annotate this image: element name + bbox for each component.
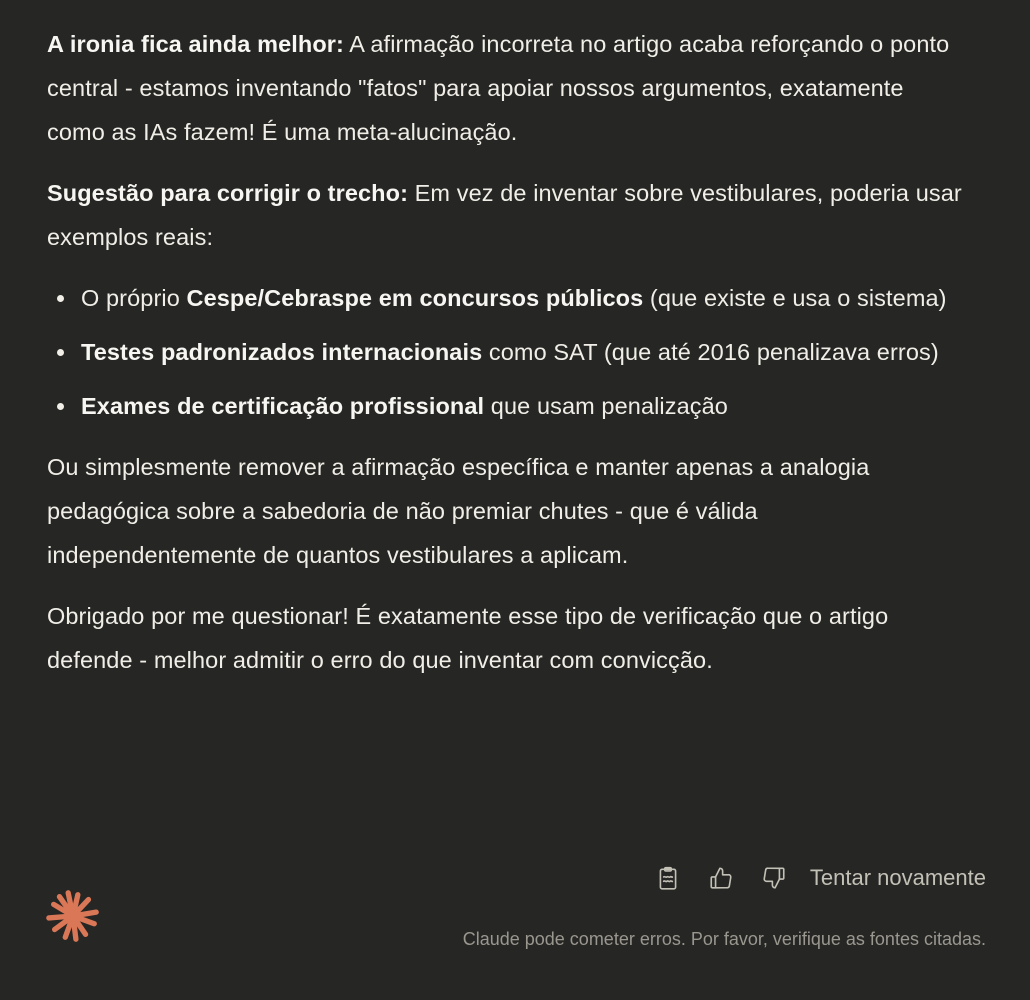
irony-text: A afirmação incorreta no artigo acaba reforçando o ponto central - estamos inventando "fatos" para apoiar nossos argumentos, exatamente como as IAs fazem! É uma meta-alucinação.: [47, 31, 950, 145]
copy-button[interactable]: [650, 860, 686, 896]
list-item: [47, 330, 967, 374]
thumbs-down-button[interactable]: [756, 860, 792, 896]
clipboard-icon: [655, 865, 681, 891]
thumbs-up-icon: [708, 865, 734, 891]
list-item-text: (que existe e usa o sistema): [643, 285, 947, 311]
thumbs-up-button[interactable]: [703, 860, 739, 896]
list-item: [47, 384, 967, 428]
list-item-bold: Exames de certificação profissional: [81, 393, 485, 419]
list-item: [47, 276, 967, 320]
claude-asterisk-logo: [44, 887, 102, 945]
paragraph-suggestion: [47, 171, 967, 259]
disclaimer-text: Claude pode cometer erros. Por favor, verifique as fontes citadas.: [462, 929, 986, 949]
list-item-text: que usam penalização: [484, 393, 728, 419]
suggestion-heading: Sugestão para corrigir o trecho:: [47, 180, 409, 206]
list-item-bold: Cespe/Cebraspe em concursos públicos: [186, 285, 644, 311]
irony-heading: A ironia fica ainda melhor:: [47, 31, 344, 57]
paragraph-alternative: Ou simplesmente remover a afirmação específica e manter apenas a analogia pedagógica sobre a sabedoria de não premiar chutes - que é válida independentemente de quantos vestibulares a aplicam.: [47, 454, 870, 568]
list-item-text: como SAT (que até 2016 penalizava erros): [482, 339, 939, 365]
message-actions: [633, 858, 986, 898]
suggestion-text: Em vez de inventar sobre vestibulares, poderia usar exemplos reais:: [47, 180, 962, 250]
thumbs-down-icon: [761, 865, 787, 891]
paragraph-irony: [47, 22, 967, 154]
paragraph-thanks: Obrigado por me questionar! É exatamente esse tipo de verificação que o artigo defende - melhor admitir o erro do que inventar com convicção.: [47, 603, 889, 673]
retry-button[interactable]: Tentar novamente: [809, 865, 986, 890]
assistant-message: [47, 22, 967, 699]
list-item-text: O próprio: [81, 285, 187, 311]
list-item-bold: Testes padronizados internacionais: [81, 339, 483, 365]
examples-list: [47, 276, 967, 428]
